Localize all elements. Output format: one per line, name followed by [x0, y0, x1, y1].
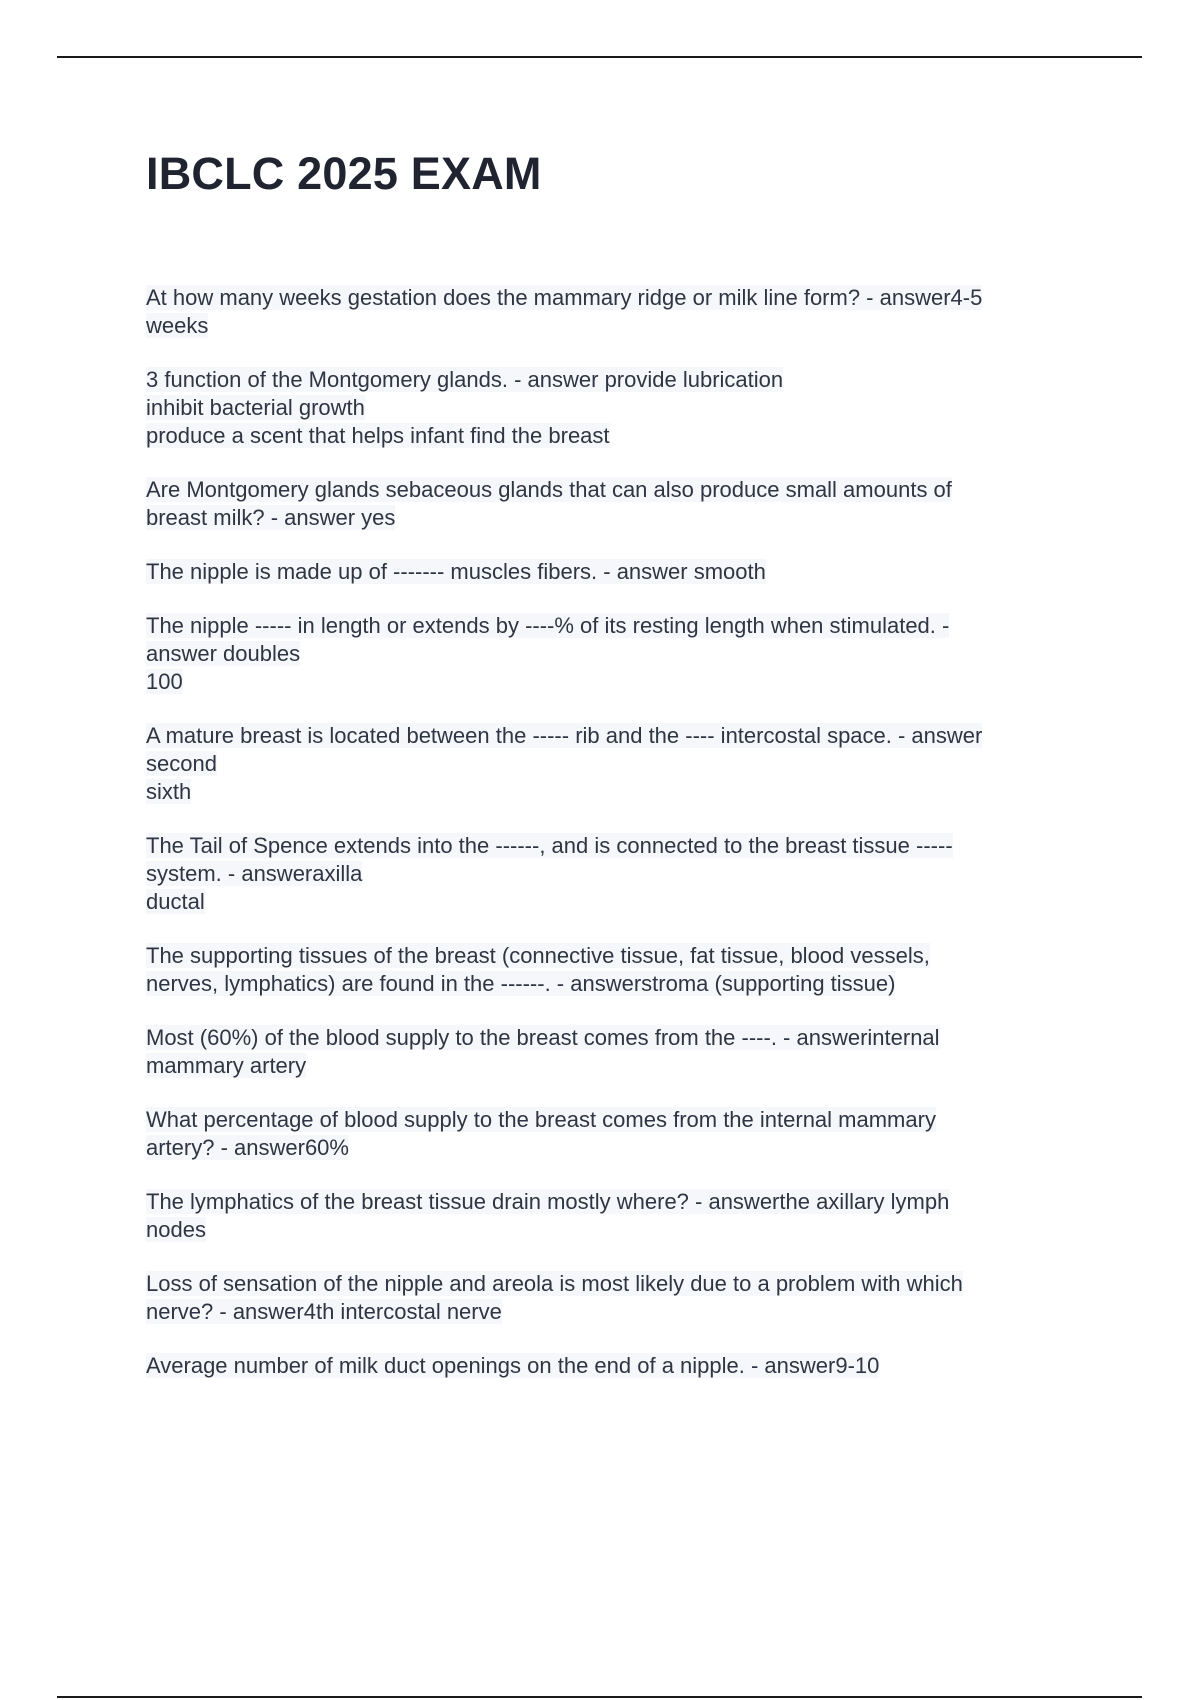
- qa-line: mammary artery: [146, 1053, 307, 1078]
- qa-line: Average number of milk duct openings on the end of a nipple. - answer9-10: [146, 1353, 880, 1378]
- qa-line: 100: [146, 669, 183, 694]
- qa-line: A mature breast is located between the ----- rib and the ---- intercostal space. - answer: [146, 723, 983, 748]
- qa-line: 3 function of the Montgomery glands. - answer provide lubrication: [146, 367, 784, 392]
- page-title: IBCLC 2025 EXAM: [146, 148, 542, 199]
- qa-line: system. - answeraxilla: [146, 861, 363, 886]
- qa-line: second: [146, 751, 217, 776]
- bottom-divider: [57, 1696, 1142, 1698]
- qa-item: [146, 476, 1076, 532]
- qa-item: [146, 1270, 1076, 1326]
- qa-line: breast milk? - answer yes: [146, 505, 396, 530]
- qa-item: [146, 832, 1076, 916]
- qa-line: produce a scent that helps infant find the breast: [146, 423, 610, 448]
- qa-line: At how many weeks gestation does the mammary ridge or milk line form? - answer4-5: [146, 285, 983, 310]
- qa-item: [146, 1106, 1076, 1162]
- qa-item: [146, 366, 1076, 450]
- qa-item: [146, 284, 1076, 340]
- top-divider: [57, 56, 1142, 58]
- qa-line: answer doubles: [146, 641, 301, 666]
- qa-line: The Tail of Spence extends into the ------, and is connected to the breast tissue -----: [146, 833, 953, 858]
- qa-line: Are Montgomery glands sebaceous glands that can also produce small amounts of: [146, 477, 952, 502]
- qa-line: The nipple is made up of ------- muscles fibers. - answer smooth: [146, 559, 766, 584]
- qa-item: [146, 1024, 1076, 1080]
- qa-line: weeks: [146, 313, 209, 338]
- qa-item: [146, 558, 1076, 586]
- qa-line: Loss of sensation of the nipple and areola is most likely due to a problem with which: [146, 1271, 963, 1296]
- qa-item: [146, 942, 1076, 998]
- qa-line: The lymphatics of the breast tissue drain mostly where? - answerthe axillary lymph: [146, 1189, 950, 1214]
- qa-line: nerve? - answer4th intercostal nerve: [146, 1299, 502, 1324]
- qa-line: ductal: [146, 889, 205, 914]
- qa-line: What percentage of blood supply to the breast comes from the internal mammary: [146, 1107, 936, 1132]
- qa-line: nodes: [146, 1217, 206, 1242]
- qa-line: The supporting tissues of the breast (connective tissue, fat tissue, blood vessels,: [146, 943, 930, 968]
- qa-line: inhibit bacterial growth: [146, 395, 365, 420]
- qa-line: The nipple ----- in length or extends by ----% of its resting length when stimulated. -: [146, 613, 950, 638]
- qa-item: [146, 1188, 1076, 1244]
- qa-line: nerves, lymphatics) are found in the ------. - answerstroma (supporting tissue): [146, 971, 896, 996]
- qa-list: [146, 284, 1076, 1406]
- qa-line: sixth: [146, 779, 192, 804]
- qa-item: [146, 1352, 1076, 1380]
- qa-item: [146, 612, 1076, 696]
- qa-line: artery? - answer60%: [146, 1135, 349, 1160]
- qa-item: [146, 722, 1076, 806]
- qa-line: Most (60%) of the blood supply to the breast comes from the ----. - answerinternal: [146, 1025, 940, 1050]
